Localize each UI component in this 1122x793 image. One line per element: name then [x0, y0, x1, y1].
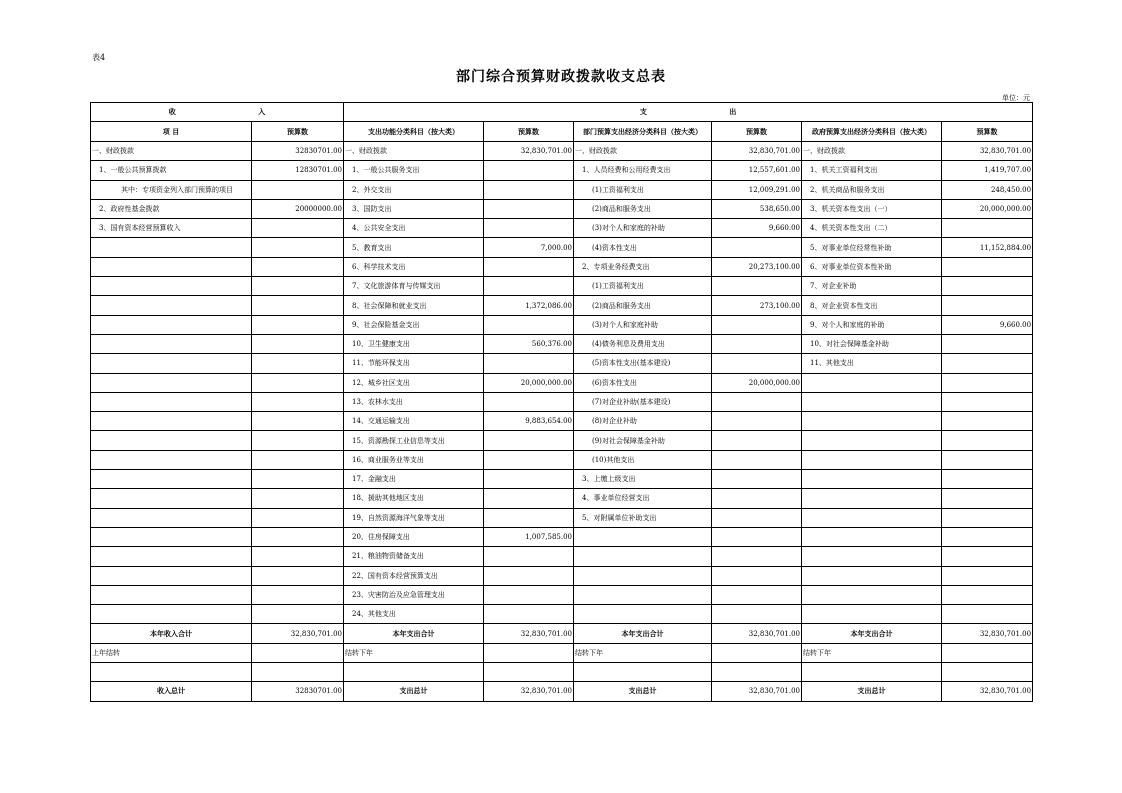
- total-amount-cell: [484, 643, 574, 662]
- budget-amount-cell: [712, 354, 802, 373]
- budget-amount-cell: [252, 180, 344, 199]
- item-label-cell: (3)对个人和家庭补助: [574, 315, 712, 334]
- budget-amount-cell: [942, 257, 1033, 276]
- item-label-cell: 一、财政拨款: [91, 142, 252, 161]
- item-label-cell: 3、国有资本经营预算收入: [91, 219, 252, 238]
- budget-amount-cell: [712, 566, 802, 585]
- item-label-cell: (7)对企业补助(基本建设): [574, 392, 712, 411]
- budget-amount-cell: [484, 392, 574, 411]
- budget-amount-cell: [484, 219, 574, 238]
- table-row: [91, 373, 1033, 392]
- item-label-cell: 3、国防支出: [344, 199, 484, 218]
- item-label-cell: 18、援助其他地区支出: [344, 489, 484, 508]
- budget-amount-cell: [252, 566, 344, 585]
- total-label-cell: 收入总计: [91, 682, 252, 701]
- budget-amount-cell: [942, 489, 1033, 508]
- budget-amount-cell: [484, 489, 574, 508]
- item-label-cell: 其中：专项资金列入部门预算的项目: [91, 180, 252, 199]
- budget-amount-cell: 560,376.00: [484, 334, 574, 353]
- item-label-cell: [91, 566, 252, 585]
- budget-amount-cell: [252, 585, 344, 604]
- budget-amount-cell: [942, 431, 1033, 450]
- item-label-cell: [802, 527, 942, 546]
- table-row: [91, 470, 1033, 489]
- budget-amount-cell: [484, 180, 574, 199]
- budget-amount-cell: [252, 219, 344, 238]
- budget-amount-cell: [252, 334, 344, 353]
- budget-amount-cell: [252, 527, 344, 546]
- item-label-cell: [91, 296, 252, 315]
- budget-amount-cell: [942, 392, 1033, 411]
- budget-amount-cell: 12830701.00: [252, 161, 344, 180]
- budget-amount-cell: [712, 238, 802, 257]
- budget-amount-cell: 248,450.00: [942, 180, 1033, 199]
- item-label-cell: 10、卫生健康支出: [344, 334, 484, 353]
- item-label-cell: [91, 547, 252, 566]
- item-label-cell: [91, 489, 252, 508]
- item-label-cell: 9、对个人和家庭的补助: [802, 315, 942, 334]
- budget-amount-cell: [712, 412, 802, 431]
- item-label-cell: [574, 566, 712, 585]
- item-label-cell: [91, 257, 252, 276]
- item-label-cell: [91, 527, 252, 546]
- budget-amount-cell: [712, 334, 802, 353]
- item-label-cell: [574, 527, 712, 546]
- budget-amount-cell: 32830701.00: [252, 142, 344, 161]
- budget-amount-cell: [712, 450, 802, 469]
- budget-table: [90, 102, 1033, 702]
- item-label-cell: 一、财政拨款: [802, 142, 942, 161]
- item-label-cell: 9、社会保险基金支出: [344, 315, 484, 334]
- budget-amount-cell: [712, 431, 802, 450]
- budget-amount-cell: [484, 431, 574, 450]
- page-title: 部门综合预算财政拨款收支总表: [456, 69, 666, 85]
- annual-total-row: [91, 624, 1033, 643]
- table-row: [91, 547, 1033, 566]
- budget-amount-cell: [942, 219, 1033, 238]
- budget-amount-cell: [484, 605, 574, 624]
- item-label-cell: 16、商业服务业等支出: [344, 450, 484, 469]
- item-label-cell: 4、事业单位经营支出: [574, 489, 712, 508]
- total-amount-cell: 32,830,701.00: [484, 682, 574, 701]
- table-row: [91, 180, 1033, 199]
- budget-amount-cell: [712, 547, 802, 566]
- item-label-cell: 6、科学技术支出: [344, 257, 484, 276]
- table-row: [91, 566, 1033, 585]
- total-label-cell: 本年支出合计: [344, 624, 484, 643]
- item-label-cell: 7、文化旅游体育与传媒支出: [344, 277, 484, 296]
- item-label-cell: (2)商品和服务支出: [574, 296, 712, 315]
- table-row: [91, 161, 1033, 180]
- item-label-cell: 15、资源勘探工业信息等支出: [344, 431, 484, 450]
- col-header: 支出功能分类科目（按大类）: [344, 122, 484, 142]
- item-label-cell: 20、住房保障支出: [344, 527, 484, 546]
- budget-amount-cell: [252, 450, 344, 469]
- budget-amount-cell: 32,830,701.00: [942, 142, 1033, 161]
- item-label-cell: 21、粮油物资储备支出: [344, 547, 484, 566]
- item-label-cell: 1、人员经费和公用经费支出: [574, 161, 712, 180]
- empty-cell: [91, 663, 252, 682]
- item-label-cell: 10、对社会保障基金补助: [802, 334, 942, 353]
- empty-cell: [712, 663, 802, 682]
- item-label-cell: [91, 392, 252, 411]
- budget-amount-cell: [252, 238, 344, 257]
- budget-amount-cell: [252, 315, 344, 334]
- item-label-cell: 22、国有资本经营预算支出: [344, 566, 484, 585]
- item-label-cell: (1)工资福利支出: [574, 180, 712, 199]
- budget-amount-cell: [252, 605, 344, 624]
- total-amount-cell: [942, 643, 1033, 662]
- item-label-cell: 17、金融支出: [344, 470, 484, 489]
- total-label-cell: 本年收入合计: [91, 624, 252, 643]
- budget-amount-cell: [484, 470, 574, 489]
- empty-cell: [484, 663, 574, 682]
- item-label-cell: [574, 585, 712, 604]
- item-label-cell: [802, 450, 942, 469]
- budget-amount-cell: 20000000.00: [252, 199, 344, 218]
- table-row: [91, 219, 1033, 238]
- total-label-cell: 本年支出合计: [802, 624, 942, 643]
- total-amount-cell: [712, 643, 802, 662]
- table-row: [91, 277, 1033, 296]
- budget-amount-cell: [712, 392, 802, 411]
- budget-amount-cell: [942, 373, 1033, 392]
- budget-amount-cell: 32,830,701.00: [484, 142, 574, 161]
- col-header: 预算数: [252, 122, 344, 142]
- item-label-cell: 4、机关资本性支出（二）: [802, 219, 942, 238]
- total-label-cell: 结转下年: [802, 643, 942, 662]
- table-row: [91, 334, 1033, 353]
- col-header: 项 目: [91, 122, 252, 142]
- budget-amount-cell: [712, 605, 802, 624]
- budget-amount-cell: [942, 470, 1033, 489]
- total-amount-cell: 32,830,701.00: [942, 682, 1033, 701]
- item-label-cell: 5、对事业单位经常性补助: [802, 238, 942, 257]
- item-label-cell: 一、财政拨款: [344, 142, 484, 161]
- col-header: 预算数: [712, 122, 802, 142]
- item-label-cell: [91, 450, 252, 469]
- item-label-cell: 8、社会保障和就业支出: [344, 296, 484, 315]
- total-label-cell: 结转下年: [344, 643, 484, 662]
- col-header: 部门预算支出经济分类科目（按大类）: [574, 122, 712, 142]
- budget-amount-cell: [484, 257, 574, 276]
- item-label-cell: [574, 547, 712, 566]
- item-label-cell: 24、其他支出: [344, 605, 484, 624]
- item-label-cell: 11、节能环保支出: [344, 354, 484, 373]
- budget-amount-cell: [712, 470, 802, 489]
- budget-amount-cell: [252, 277, 344, 296]
- table-row: [91, 508, 1033, 527]
- budget-amount-cell: [484, 161, 574, 180]
- budget-amount-cell: [942, 354, 1033, 373]
- item-label-cell: (1)工资福利支出: [574, 277, 712, 296]
- budget-amount-cell: 1,419,707.00: [942, 161, 1033, 180]
- table-row: [91, 585, 1033, 604]
- budget-amount-cell: [252, 431, 344, 450]
- total-amount-cell: 32,830,701.00: [712, 624, 802, 643]
- budget-amount-cell: [942, 547, 1033, 566]
- total-amount-cell: [252, 643, 344, 662]
- item-label-cell: [802, 585, 942, 604]
- item-label-cell: [91, 470, 252, 489]
- income-header: 收 入: [91, 103, 344, 122]
- budget-amount-cell: 1,007,585.00: [484, 527, 574, 546]
- empty-cell: [252, 663, 344, 682]
- total-amount-cell: 32,830,701.00: [484, 624, 574, 643]
- budget-amount-cell: [484, 508, 574, 527]
- budget-amount-cell: [942, 334, 1033, 353]
- item-label-cell: 1、一般公共服务支出: [344, 161, 484, 180]
- expense-header: 支 出: [344, 103, 1033, 122]
- col-header: 预算数: [484, 122, 574, 142]
- budget-amount-cell: [942, 450, 1033, 469]
- budget-amount-cell: 9,660.00: [712, 219, 802, 238]
- item-label-cell: (4)债务利息及费用支出: [574, 334, 712, 353]
- item-label-cell: 5、教育支出: [344, 238, 484, 257]
- budget-amount-cell: [712, 277, 802, 296]
- item-label-cell: [91, 277, 252, 296]
- table-row: [91, 450, 1033, 469]
- item-label-cell: (10)其他支出: [574, 450, 712, 469]
- grand-total-row: [91, 682, 1033, 701]
- budget-amount-cell: [252, 392, 344, 411]
- budget-amount-cell: [942, 585, 1033, 604]
- item-label-cell: [802, 547, 942, 566]
- item-label-cell: [574, 605, 712, 624]
- budget-amount-cell: [484, 277, 574, 296]
- budget-amount-cell: [942, 605, 1033, 624]
- table-row: [91, 392, 1033, 411]
- budget-amount-cell: [942, 277, 1033, 296]
- total-amount-cell: 32830701.00: [252, 682, 344, 701]
- item-label-cell: [91, 354, 252, 373]
- section-header-row: [91, 103, 1033, 122]
- budget-amount-cell: [712, 315, 802, 334]
- unit-label: 单位：元: [1002, 94, 1030, 102]
- budget-amount-cell: [484, 450, 574, 469]
- item-label-cell: [802, 489, 942, 508]
- item-label-cell: (6)资本性支出: [574, 373, 712, 392]
- item-label-cell: [91, 508, 252, 527]
- item-label-cell: 2、政府性基金拨款: [91, 199, 252, 218]
- budget-amount-cell: [252, 373, 344, 392]
- total-label-cell: 上年结转: [91, 643, 252, 662]
- budget-amount-cell: [942, 296, 1033, 315]
- item-label-cell: (4)资本性支出: [574, 238, 712, 257]
- budget-amount-cell: 273,100.00: [712, 296, 802, 315]
- item-label-cell: [802, 431, 942, 450]
- total-label-cell: 支出总计: [344, 682, 484, 701]
- budget-amount-cell: [252, 296, 344, 315]
- item-label-cell: 2、专项业务经费支出: [574, 257, 712, 276]
- table-row: [91, 354, 1033, 373]
- item-label-cell: [802, 566, 942, 585]
- item-label-cell: (3)对个人和家庭的补助: [574, 219, 712, 238]
- col-header: 预算数: [942, 122, 1033, 142]
- budget-amount-cell: [484, 354, 574, 373]
- budget-amount-cell: 9,883,654.00: [484, 412, 574, 431]
- total-label-cell: 支出总计: [574, 682, 712, 701]
- budget-amount-cell: 20,000,000.00: [712, 373, 802, 392]
- budget-amount-cell: [942, 508, 1033, 527]
- budget-amount-cell: [712, 489, 802, 508]
- item-label-cell: 5、对附属单位补助支出: [574, 508, 712, 527]
- item-label-cell: [91, 412, 252, 431]
- table-row: [91, 605, 1033, 624]
- item-label-cell: 13、农林水支出: [344, 392, 484, 411]
- item-label-cell: (2)商品和服务支出: [574, 199, 712, 218]
- budget-amount-cell: [712, 585, 802, 604]
- item-label-cell: [91, 431, 252, 450]
- item-label-cell: 8、对企业资本性支出: [802, 296, 942, 315]
- item-label-cell: 19、自然资源海洋气象等支出: [344, 508, 484, 527]
- budget-amount-cell: 32,830,701.00: [712, 142, 802, 161]
- budget-amount-cell: [252, 470, 344, 489]
- budget-amount-cell: [484, 547, 574, 566]
- item-label-cell: [91, 315, 252, 334]
- budget-amount-cell: 20,273,100.00: [712, 257, 802, 276]
- budget-amount-cell: 20,000,000.00: [484, 373, 574, 392]
- empty-cell: [802, 663, 942, 682]
- budget-amount-cell: 12,009,291.00: [712, 180, 802, 199]
- item-label-cell: [91, 605, 252, 624]
- total-label-cell: 结转下年: [574, 643, 712, 662]
- budget-amount-cell: [712, 527, 802, 546]
- table-row: [91, 412, 1033, 431]
- budget-amount-cell: [942, 566, 1033, 585]
- total-amount-cell: 32,830,701.00: [942, 624, 1033, 643]
- budget-amount-cell: [252, 354, 344, 373]
- item-label-cell: 4、公共安全支出: [344, 219, 484, 238]
- budget-amount-cell: 11,152,884.00: [942, 238, 1033, 257]
- budget-amount-cell: [942, 527, 1033, 546]
- empty-cell: [574, 663, 712, 682]
- item-label-cell: 6、对事业单位资本性补助: [802, 257, 942, 276]
- item-label-cell: [802, 605, 942, 624]
- table-tag: 表4: [92, 53, 106, 62]
- budget-amount-cell: [484, 585, 574, 604]
- total-amount-cell: 32,830,701.00: [252, 624, 344, 643]
- item-label-cell: (8)对企业补助: [574, 412, 712, 431]
- item-label-cell: 一、财政拨款: [574, 142, 712, 161]
- empty-cell: [942, 663, 1033, 682]
- item-label-cell: (5)资本性支出(基本建设): [574, 354, 712, 373]
- table-row: [91, 431, 1033, 450]
- item-label-cell: 3、上缴上级支出: [574, 470, 712, 489]
- item-label-cell: (9)对社会保障基金补助: [574, 431, 712, 450]
- item-label-cell: [802, 412, 942, 431]
- item-label-cell: 1、一般公共预算拨款: [91, 161, 252, 180]
- item-label-cell: [91, 238, 252, 257]
- budget-amount-cell: [252, 489, 344, 508]
- empty-cell: [344, 663, 484, 682]
- budget-amount-cell: [484, 199, 574, 218]
- table-row: [91, 142, 1033, 161]
- blank-row: [91, 663, 1033, 682]
- table-row: [91, 315, 1033, 334]
- item-label-cell: 14、交通运输支出: [344, 412, 484, 431]
- budget-amount-cell: 1,372,086.00: [484, 296, 574, 315]
- budget-amount-cell: [484, 566, 574, 585]
- item-label-cell: [802, 508, 942, 527]
- item-label-cell: [91, 334, 252, 353]
- item-label-cell: [802, 373, 942, 392]
- item-label-cell: 7、对企业补助: [802, 277, 942, 296]
- item-label-cell: 3、机关资本性支出（一）: [802, 199, 942, 218]
- budget-amount-cell: [712, 508, 802, 527]
- column-header-row: [91, 122, 1033, 142]
- item-label-cell: 23、灾害防治及应急管理支出: [344, 585, 484, 604]
- total-amount-cell: 32,830,701.00: [712, 682, 802, 701]
- total-label-cell: 支出总计: [802, 682, 942, 701]
- item-label-cell: [91, 373, 252, 392]
- total-label-cell: 本年支出合计: [574, 624, 712, 643]
- budget-amount-cell: [252, 412, 344, 431]
- table-row: [91, 527, 1033, 546]
- table-row: [91, 489, 1033, 508]
- table-row: [91, 257, 1033, 276]
- table-row: [91, 296, 1033, 315]
- col-header: 政府预算支出经济分类科目（按大类）: [802, 122, 942, 142]
- budget-amount-cell: 538,650.00: [712, 199, 802, 218]
- item-label-cell: 11、其他支出: [802, 354, 942, 373]
- budget-amount-cell: 7,000.00: [484, 238, 574, 257]
- budget-amount-cell: 12,557,601.00: [712, 161, 802, 180]
- budget-amount-cell: [252, 508, 344, 527]
- item-label-cell: [91, 585, 252, 604]
- item-label-cell: 12、城乡社区支出: [344, 373, 484, 392]
- table-row: [91, 199, 1033, 218]
- budget-amount-cell: [942, 412, 1033, 431]
- budget-amount-cell: 9,660.00: [942, 315, 1033, 334]
- carry-over-row: [91, 643, 1033, 662]
- item-label-cell: 2、外交支出: [344, 180, 484, 199]
- table-row: [91, 238, 1033, 257]
- budget-amount-cell: 20,000,000.00: [942, 199, 1033, 218]
- item-label-cell: [802, 470, 942, 489]
- item-label-cell: 2、机关商品和服务支出: [802, 180, 942, 199]
- budget-amount-cell: [252, 257, 344, 276]
- budget-amount-cell: [252, 547, 344, 566]
- item-label-cell: [802, 392, 942, 411]
- budget-amount-cell: [484, 315, 574, 334]
- item-label-cell: 1、机关工资福利支出: [802, 161, 942, 180]
